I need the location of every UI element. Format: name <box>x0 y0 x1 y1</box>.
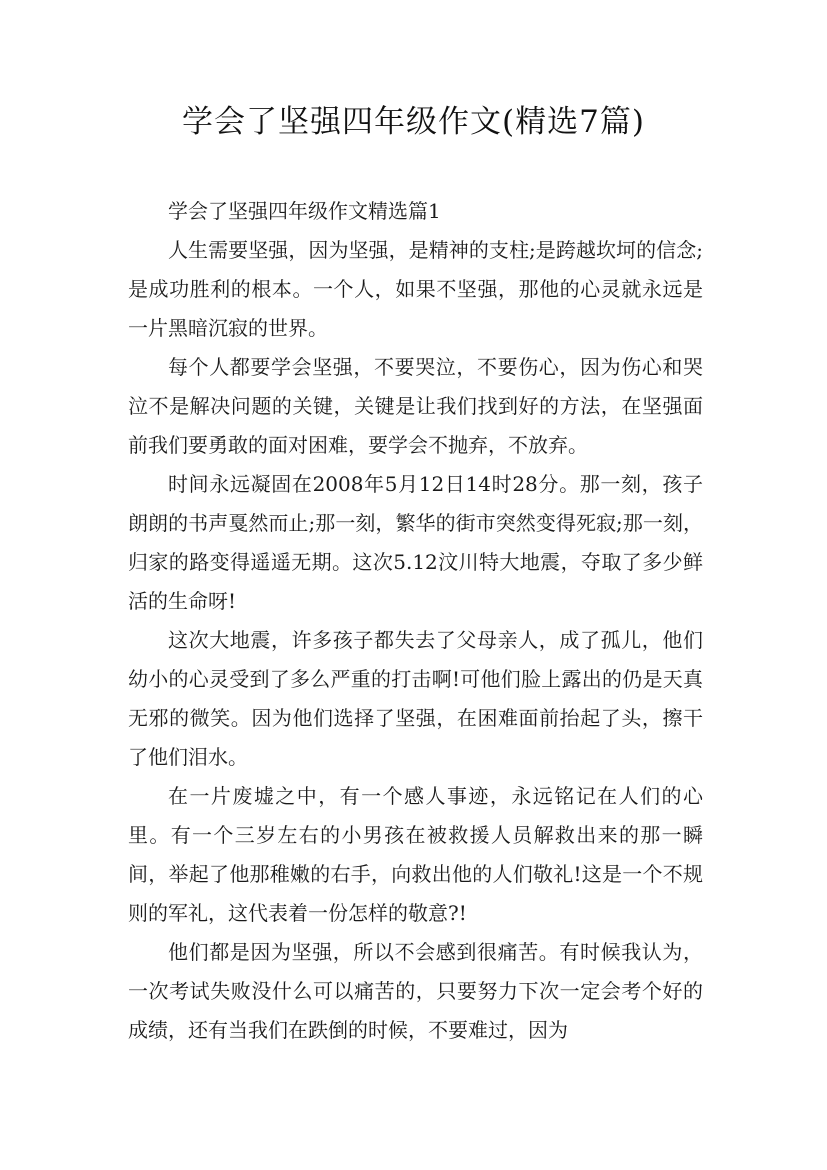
document-title: 学会了坚强四年级作文(精选7篇) <box>182 104 645 140</box>
paragraph-1: 人生需要坚强，因为坚强，是精神的支柱;是跨越坎坷的信念;是成功胜利的根本。一个人，如果不坚强，那他的心灵就永远是一片黑暗沉寂的世界。 <box>128 238 703 340</box>
document-body <box>128 192 703 1050</box>
section-heading: 学会了坚强四年级作文精选篇1 <box>168 199 441 223</box>
paragraph-3: 时间永远凝固在2008年5月12日14时28分。那一刻，孩子朗朗的书声戛然而止;那一刻，繁华的街市突然变得死寂;那一刻，归家的路变得遥遥无期。这次5.12汶川特大地震，夺取了多少鲜活的生命呀! <box>128 472 703 613</box>
paragraph-6: 他们都是因为坚强，所以不会感到很痛苦。有时候我认为，一次考试失败没什么可以痛苦的，只要努力下次一定会考个好的成绩，还有当我们在跌倒的时候，不要难过，因为 <box>128 940 703 1042</box>
paragraph-5: 在一片废墟之中，有一个感人事迹，永远铭记在人们的心里。有一个三岁左右的小男孩在被救援人员解救出来的那一瞬间，举起了他那稚嫩的右手，向救出他的人们敬礼!这是一个不规则的军礼，这代表着一份怎样的敬意?! <box>128 784 703 925</box>
paragraph-2: 每个人都要学会坚强，不要哭泣，不要伤心，因为伤心和哭泣不是解决问题的关键，关键是让我们找到好的方法，在坚强面前我们要勇敢的面对困难，要学会不抛弃，不放弃。 <box>128 355 703 457</box>
paragraph-4: 这次大地震，许多孩子都失去了父母亲人，成了孤儿，他们幼小的心灵受到了多么严重的打击啊!可他们脸上露出的仍是天真无邪的微笑。因为他们选择了坚强，在困难面前抬起了头，擦干了他们泪水。 <box>128 628 703 769</box>
